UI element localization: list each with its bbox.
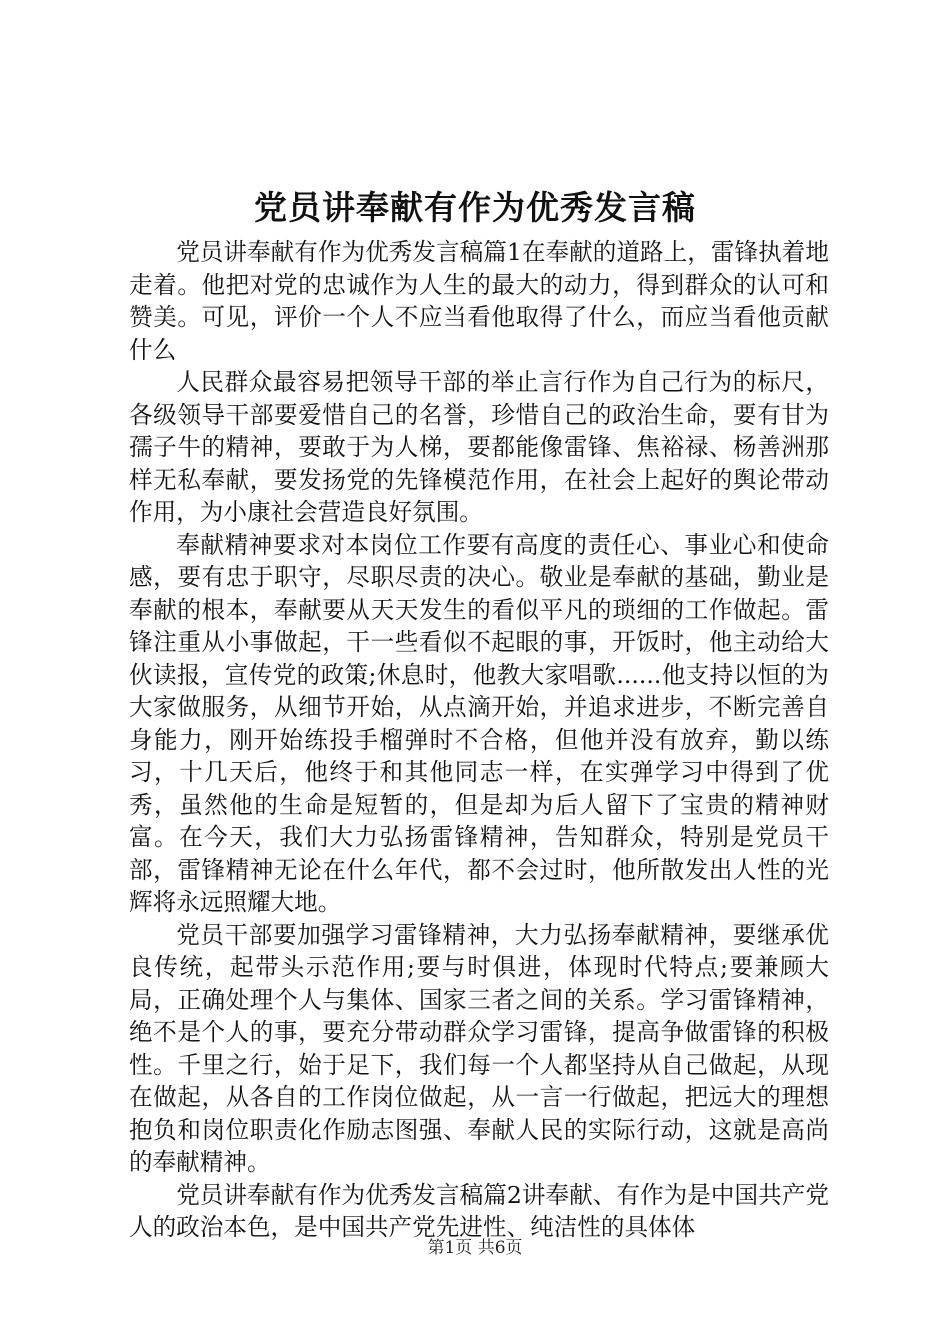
paragraph-2: 人民群众最容易把领导干部的举止言行作为自己行为的标尺，各级领导干部要爱惜自己的名誉，珍惜自己的政治生命，要有甘为孺子牛的精神，要敢于为人梯，要都能像雷锋、焦裕禄、杨善洲那样无私奉献，要发扬党的先锋模范作用，在社会上起好的舆论带动作用，为小康社会营造良好氛围。 — [129, 368, 829, 526]
paragraph-3: 奉献精神要求对本岗位工作要有高度的责任心、事业心和使命感，要有忠于职守，尽职尽责的决心。敬业是奉献的基础，勤业是奉献的根本，奉献要从天天发生的看似平凡的琐细的工作做起。雷锋注重从小事做起，干一些看似不起眼的事，开饭时，他主动给大伙读报，宣传党的政策;休息时，他教大家唱歌......他支持以恒的为大家做服务，从细节开始，从点滴开始，并追求进步，不断完善自身能力，刚开始练投手榴弹时不合格，但他并没有放弃，勤以练习，十几天后，他终于和其他同志一样，在实弹学习中得到了优秀，虽然他的生命是短暂的，但是却为后人留下了宝贵的精神财富。在今天，我们大力弘扬雷锋精神，告知群众，特别是党员干部，雷锋精神无论在什么年代，都不会过时，他所散发出人性的光辉将永远照耀大地。 — [129, 530, 829, 916]
document-body — [129, 236, 829, 1244]
paragraph-1: 党员讲奉献有作为优秀发言稿篇1在奉献的道路上，雷锋执着地走着。他把对党的忠诚作为人生的最大的动力，得到群众的认可和赞美。可见，评价一个人不应当看他取得了什么，而应当看他贡献什么 — [129, 238, 829, 364]
document-title: 党员讲奉献有作为优秀发言稿 — [254, 188, 696, 227]
paragraph-4: 党员干部要加强学习雷锋精神，大力弘扬奉献精神，要继承优良传统，起带头示范作用;要与时俱进，体现时代特点;要兼顾大局，正确处理个人与集体、国家三者之间的关系。学习雷锋精神，绝不是个人的事，要充分带动群众学习雷锋，提高争做雷锋的积极性。千里之行，始于足下，我们每一个人都坚持从自己做起，从现在做起，从各自的工作岗位做起，从一言一行做起，把远大的理想抱负和岗位职责化作励志图强、奉献人民的实际行动，这就是高尚的奉献精神。 — [129, 920, 829, 1176]
page-number-footer: 第1页 共6页 — [427, 1238, 523, 1258]
paragraph-5: 党员讲奉献有作为优秀发言稿篇2讲奉献、有作为是中国共产党人的政治本色，是中国共产党先进性、纯洁性的具体体 — [129, 1180, 829, 1241]
